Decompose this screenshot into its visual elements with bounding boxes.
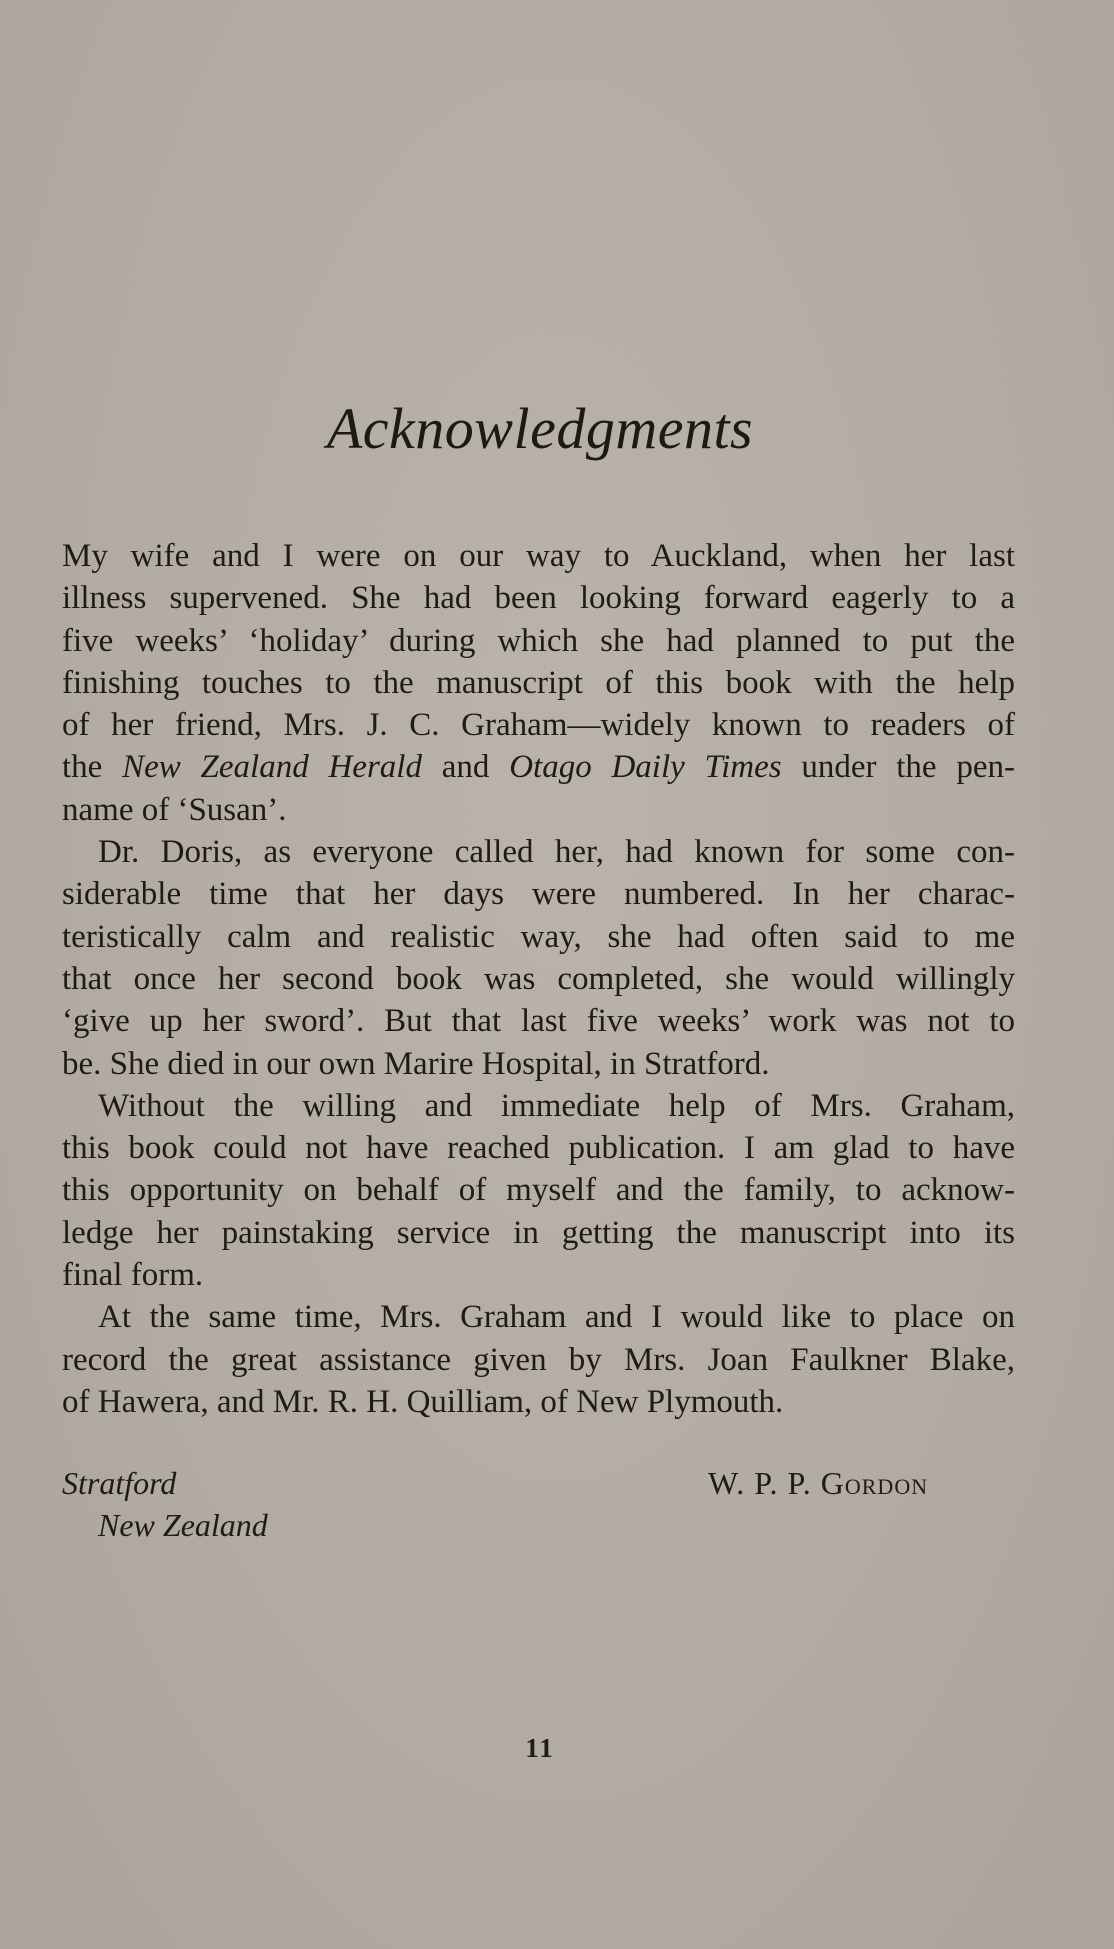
text-line: of her friend, Mrs. J. C. Graham—widely known to readers of: [62, 707, 1015, 744]
text-line: name of ‘Susan’.: [62, 791, 287, 828]
text-fragment: under the pen-: [781, 749, 1015, 786]
text-line-newspapers: [62, 746, 1015, 788]
text-line: record the great assistance given by Mrs. Joan Faulkner Blake,: [62, 1341, 1015, 1378]
signature-author: [708, 1462, 928, 1504]
acknowledgments-body: [62, 535, 1015, 1423]
text-fragment: and: [421, 749, 510, 786]
text-line: My wife and I were on our way to Auckland, when her last: [62, 538, 1015, 574]
place-city: Stratford: [62, 1465, 177, 1501]
text-line: siderable time that her days were numbered. In her charac-: [62, 876, 1015, 913]
paragraph-2: [62, 831, 1015, 1085]
newspaper-title: Otago Daily Times: [509, 749, 782, 786]
text-line: this opportunity on behalf of myself and the family, to acknow-: [62, 1172, 1015, 1209]
author-initials: W. P. P.: [708, 1465, 821, 1501]
text-line: teristically calm and realistic way, she had often said to me: [62, 918, 1015, 955]
newspaper-title: New Zealand Herald: [122, 749, 422, 786]
text-fragment: the: [62, 749, 123, 786]
text-line: be. She died in our own Marire Hospital, in Stratford.: [62, 1045, 770, 1082]
page-number: 11: [525, 1733, 555, 1763]
author-surname: Gordon: [820, 1465, 929, 1501]
text-line: this book could not have reached publication. I am glad to have: [62, 1130, 1015, 1167]
signature-place: [62, 1462, 268, 1546]
text-line: ledge her painstaking service in getting the manuscript into its: [62, 1214, 1015, 1251]
text-line: finishing touches to the manuscript of this book with the help: [62, 664, 1015, 701]
paragraph-1: [62, 535, 1015, 831]
text-line: final form.: [62, 1257, 204, 1294]
text-line: At the same time, Mrs. Graham and I would like to place on: [98, 1299, 1015, 1336]
text-line: Dr. Doris, as everyone called her, had known for some con-: [98, 834, 1015, 871]
page-title: Acknowledgments: [326, 396, 754, 461]
paragraph-4: [62, 1296, 1015, 1423]
text-line: illness supervened. She had been looking forward eagerly to a: [62, 580, 1015, 617]
text-line: of Hawera, and Mr. R. H. Quilliam, of New Plymouth.: [62, 1383, 784, 1420]
text-line: ‘give up her sword’. But that last five weeks’ work was not to: [62, 1003, 1015, 1040]
text-line: Without the willing and immediate help of Mrs. Graham,: [98, 1087, 1015, 1124]
text-line: that once her second book was completed, she would willingly: [62, 960, 1015, 997]
paragraph-3: [62, 1085, 1015, 1296]
text-line: five weeks’ ‘holiday’ during which she had planned to put the: [62, 622, 1015, 659]
place-country: New Zealand: [98, 1507, 268, 1543]
